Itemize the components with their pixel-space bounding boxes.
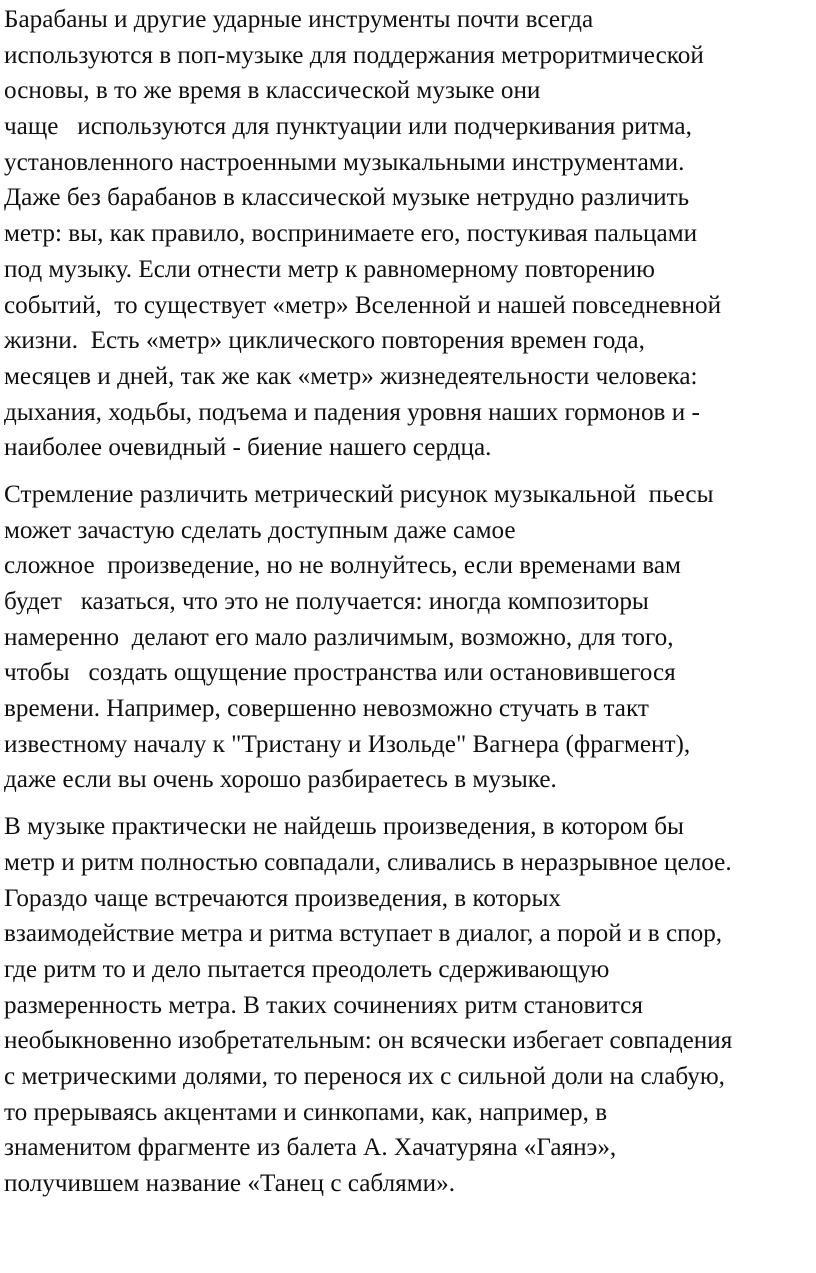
paragraph-3: [4, 809, 816, 1202]
text-line: основы, в то же время в классической музыке они: [4, 76, 541, 105]
text-line: взаимодействие метра и ритма вступает в диалог, а порой и в спор,: [4, 919, 723, 948]
text-line: установленного настроенными музыкальными инструментами.: [4, 147, 685, 176]
text-line: метр и ритм полностью совпадали, сливались в неразрывное целое.: [4, 847, 732, 876]
text-line: метр: вы, как правило, воспринимаете его, постукивая пальцами: [4, 219, 698, 248]
text-line: В музыке практически не найдешь произведения, в котором бы: [4, 812, 684, 841]
text-line: получившем название «Танец с саблями».: [4, 1169, 456, 1197]
text-line: даже если вы очень хорошо разбираетесь в музыке.: [4, 765, 557, 794]
text-line: чаще используются для пунктуации или подчеркивания ритма,: [4, 112, 692, 141]
text-line: чтобы создать ощущение пространства или остановившегося: [4, 658, 676, 687]
text-line: жизни. Есть «метр» циклического повторения времен года,: [4, 326, 645, 355]
text-line: событий, то существует «метр» Вселенной и нашей повседневной: [4, 290, 722, 319]
text-line: наиболее очевидный - биение нашего сердца.: [4, 433, 492, 462]
text-line: Барабаны и другие ударные инструменты почти всегда: [4, 5, 594, 33]
text-line: Даже без барабанов в классической музыке нетрудно различить: [4, 183, 690, 212]
text-line: может зачастую сделать доступным даже самое: [4, 515, 516, 544]
text-line: сложное произведение, но не волнуйтесь, если временами вам: [4, 551, 681, 580]
text-line: необыкновенно изобретательным: он всячески избегает совпадения: [4, 1026, 733, 1055]
text-line: то прерываясь акцентами и синкопами, как, например, в: [4, 1097, 608, 1126]
text-line: используются в поп-музыке для поддержания метроритмической: [4, 40, 704, 69]
paragraph-1: [4, 2, 816, 466]
text-line: с метрическими долями, то перенося их с сильной доли на слабую,: [4, 1061, 725, 1090]
text-line: где ритм то и дело пытается преодолеть сдерживающую: [4, 954, 610, 983]
text-line: дыхания, ходьбы, подъема и падения уровня наших гормонов и -: [4, 397, 700, 426]
text-line: будет казаться, что это не получается: иногда композиторы: [4, 587, 649, 615]
text-line: намеренно делают его мало различимым, возможно, для того,: [4, 622, 674, 651]
text-line: времени. Например, совершенно невозможно стучать в такт: [4, 694, 649, 723]
text-line: знаменитом фрагменте из балета А. Хачатуряна «Гаянэ»,: [4, 1133, 617, 1162]
paragraph-2: [4, 477, 816, 798]
text-line: Стремление различить метрический рисунок музыкальной пьесы: [4, 479, 714, 508]
text-line: под музыку. Если отнести метр к равномерному повторению: [4, 254, 655, 283]
text-line: размеренность метра. В таких сочинениях ритм становится: [4, 990, 643, 1019]
text-line: Гораздо чаще встречаются произведения, в которых: [4, 883, 562, 912]
text-line: месяцев и дней, так же как «метр» жизнедеятельности человека:: [4, 361, 698, 390]
text-line: известному началу к "Тристану и Изольде" Вагнера (фрагмент),: [4, 729, 691, 758]
